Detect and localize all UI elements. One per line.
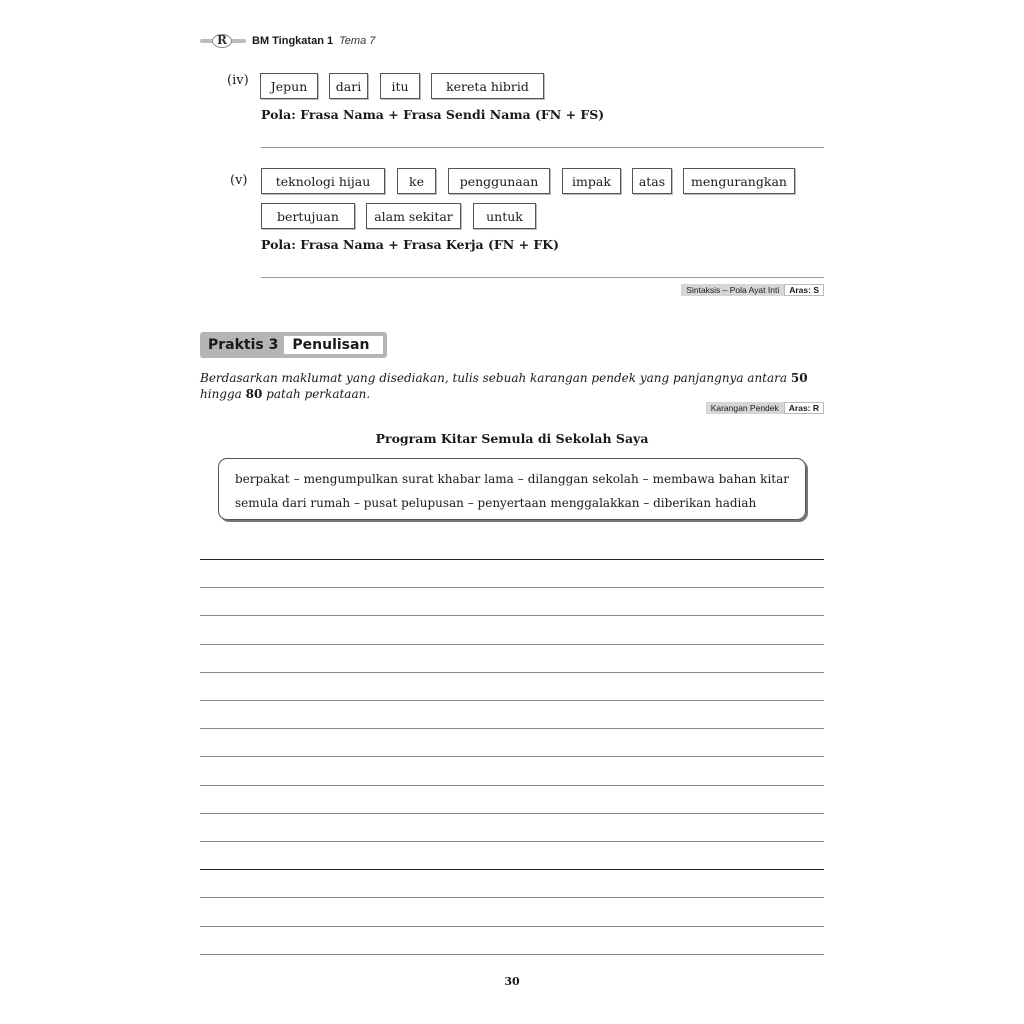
word-box: penggunaan [448, 168, 550, 194]
publisher-logo: R [200, 34, 246, 48]
skill-topic: Sintaksis – Pola Ayat Inti [681, 284, 784, 296]
word-box: kereta hibrid [431, 73, 544, 99]
skill-tag [706, 402, 824, 414]
writing-line[interactable] [200, 615, 824, 616]
question-number: (iv) [227, 73, 249, 88]
writing-line[interactable] [200, 954, 824, 955]
word-box: atas [632, 168, 672, 194]
word-box: itu [380, 73, 420, 99]
book-title: BM Tingkatan 1 [252, 35, 334, 47]
page-number: 30 [504, 975, 520, 988]
writing-line[interactable] [200, 559, 824, 560]
skill-tag [681, 284, 824, 296]
word-box: Jepun [260, 73, 318, 99]
page-header [200, 33, 375, 49]
answer-line[interactable] [261, 277, 824, 278]
skill-level: Aras: S [784, 284, 824, 296]
skill-topic: Karangan Pendek [706, 402, 784, 414]
writing-line[interactable] [200, 728, 824, 729]
writing-line[interactable] [200, 587, 824, 588]
answer-line[interactable] [261, 147, 824, 148]
word-box: dari [329, 73, 368, 99]
writing-line[interactable] [200, 785, 824, 786]
pattern-label: Pola: Frasa Nama + Frasa Sendi Nama (FN + FS) [261, 107, 605, 122]
writing-line[interactable] [200, 926, 824, 927]
word-box: teknologi hijau [261, 168, 385, 194]
info-points-box: berpakat – mengumpulkan surat khabar lama – dilanggan sekolah – membawa bahan kitar semula dari rumah – pusat pelupusan – penyertaan menggalakkan – diberikan hadiah [218, 458, 806, 520]
question-number: (v) [230, 173, 248, 188]
writing-line[interactable] [200, 756, 824, 757]
writing-line[interactable] [200, 841, 824, 842]
writing-line[interactable] [200, 700, 824, 701]
skill-level: Aras: R [784, 402, 824, 414]
theme-label: Tema 7 [339, 35, 376, 47]
writing-line[interactable] [200, 869, 824, 870]
writing-line[interactable] [200, 813, 824, 814]
section-title: Penulisan [284, 336, 383, 354]
section-heading [200, 332, 387, 358]
section-label: Praktis 3 [208, 337, 279, 353]
word-box: untuk [473, 203, 536, 229]
word-box: bertujuan [261, 203, 355, 229]
word-box: impak [562, 168, 621, 194]
instruction-text: Berdasarkan maklumat yang disediakan, tulis sebuah karangan pendek yang panjangnya antara 50 hingga 80 patah perkataan. [200, 371, 808, 401]
essay-title: Program Kitar Semula di Sekolah Saya [375, 431, 649, 446]
pattern-label: Pola: Frasa Nama + Frasa Kerja (FN + FK) [261, 237, 560, 252]
writing-line[interactable] [200, 672, 824, 673]
word-box: mengurangkan [683, 168, 795, 194]
writing-line[interactable] [200, 644, 824, 645]
word-box: ke [397, 168, 436, 194]
writing-line[interactable] [200, 897, 824, 898]
word-box: alam sekitar [366, 203, 461, 229]
